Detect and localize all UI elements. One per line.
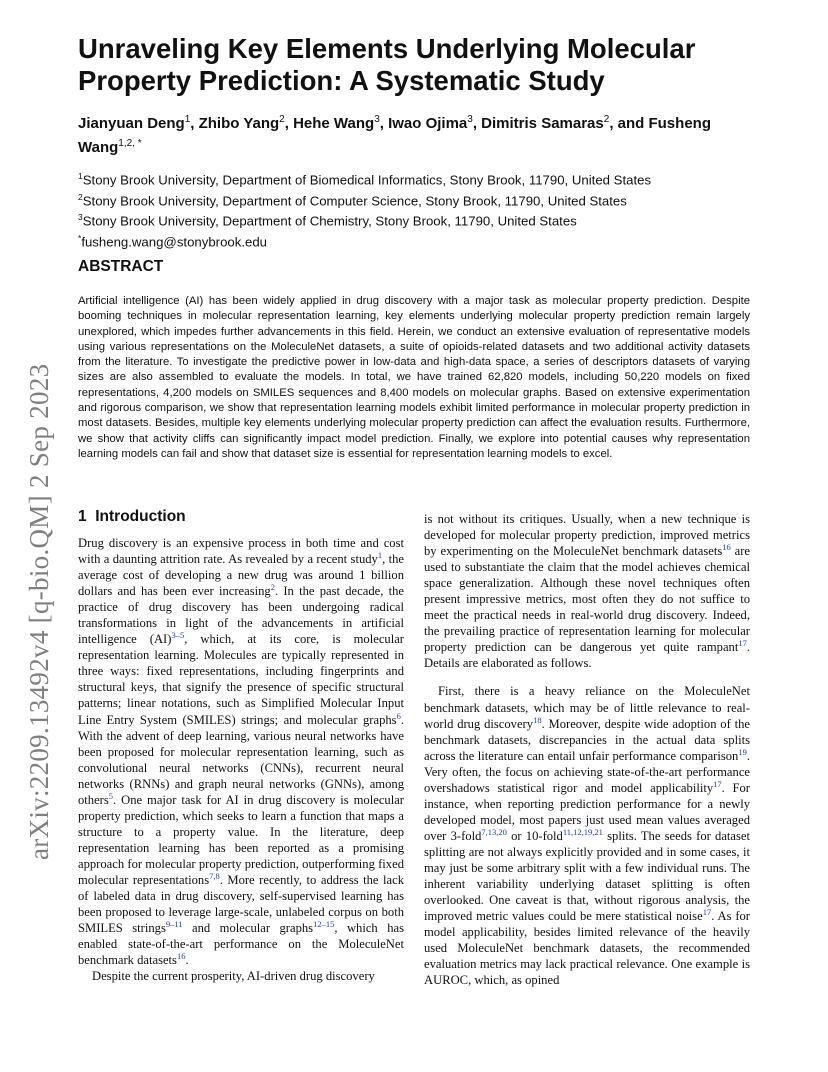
section-title: Introduction bbox=[95, 508, 186, 525]
contact-email: *fusheng.wang@stonybrook.edu bbox=[78, 233, 267, 250]
right-column bbox=[424, 511, 750, 988]
citation-link[interactable]: 3–5 bbox=[171, 630, 185, 641]
citation-link[interactable]: 9–11 bbox=[165, 918, 183, 929]
affiliation-line: $^1$Stony Brook University, Department of Biomedical Informatics, Stony Brook, 11790, United States bbox=[78, 171, 652, 188]
affiliations bbox=[78, 168, 758, 251]
abstract-text: Artificial intelligence (AI) has been widely applied in drug discovery with a major task as molecular property prediction. Despite booming techniques in molecular representation learning, key elements underlying molecular property prediction remain largely unexplored, which impedes further advancements in this field. Herein, we conduct an extensive evaluation of representative models using various representations on the MoleculeNet datasets, a suite of opioids-related datasets and two additional activity datasets from the literature. To investigate the predictive power in low-data and high-data space, a series of descriptors datasets of varying sizes are also assembled to evaluate the models. In total, we have trained 62,820 models, including 50,220 models on fixed representations, 4,200 models on SMILES sequences and 8,400 models on molecular graphs. Based on extensive experimentation and rigorous comparison, we show that representation learning models exhibit limited performance in molecular property prediction in most datasets. Besides, multiple key elements underlying molecular property prediction can affect the evaluation results. Furthermore, we show that activity cliffs can significantly impact model prediction. Finally, we explore into potential causes why representation learning models can fail and show that dataset size is essential for representation learning models to excel. bbox=[78, 295, 750, 460]
title-line: Property Prediction: A Systematic Study bbox=[78, 65, 605, 96]
citation-link[interactable]: 1 bbox=[377, 549, 383, 560]
citation-link[interactable]: 7,8 bbox=[209, 870, 220, 881]
citation-link[interactable]: 12–15 bbox=[313, 918, 335, 929]
title-line: Unraveling Key Elements Underlying Molecular bbox=[78, 33, 696, 64]
author: , Zhibo Yang bbox=[190, 115, 280, 132]
paper-title bbox=[78, 33, 778, 97]
citation-link[interactable]: 18 bbox=[533, 714, 542, 725]
abstract-heading: ABSTRACT bbox=[78, 258, 164, 275]
citation-link[interactable]: 2 bbox=[270, 581, 275, 592]
left-column bbox=[78, 535, 404, 984]
affiliation-line: $^2$Stony Brook University, Department of Computer Science, Stony Brook, 11790, United States bbox=[78, 191, 627, 209]
author: , Dimitris Samaras bbox=[472, 115, 604, 132]
citation-link[interactable]: 17 bbox=[713, 778, 722, 789]
paragraph: Drug discovery is an expensive process in both time and cost with a daunting attrition rate. As revealed by a recent study$^1$, the average cost of developing a new drug was around 1 billion dollars and has been ever increasing$^2$. In the past decade, the practice of drug discovery has been undergoing radical transformations in light of the advancements in artificial intelligence (AI)$^{3-5}$, which, at its core, is molecular representation learning. Molecules are typically represented in three ways: fixed representations, including fingerprints and structural keys, that signify the presence of specific structural patterns; linear notations, such as Simplified Molecular Input Line Entry System (SMILES) strings; and molecular graphs$^6$. With the advent of deep learning, various neural networks have been proposed for molecular representation learning, such as convolutional neural networks (CNNs), recurrent neural networks (RNNs) and graph neural networks (GNNs), among others$^5$. One major task for AI in drug discovery is molecular property prediction, which seeks to learn a function that maps a structure to a property value. In the literature, deep representation learning has been reported as a promising approach for molecular property prediction, outperforming fixed molecular representations$^{7,8}$. More recently, to address the lack of labeled data in drug discovery, self-supervised learning has been proposed to leverage large-scale, unlabeled corpus on both SMILES strings$^{9-11}$ and molecular graphs$^{12-15}$, which has enabled state-of-the-art performance on the MoleculeNet benchmark datasets$^{16}$. bbox=[78, 536, 405, 968]
citation-link[interactable]: 6 bbox=[396, 710, 401, 721]
affiliation-line: $^3$Stony Brook University, Department of Chemistry, Stony Brook, 11790, United States bbox=[78, 212, 577, 229]
citation-link[interactable]: 17 bbox=[702, 906, 712, 917]
citation-link[interactable]: 16 bbox=[722, 541, 731, 552]
citation-link[interactable]: 17 bbox=[738, 638, 747, 649]
author: , and Fusheng bbox=[609, 115, 711, 132]
citation-link[interactable]: 19 bbox=[738, 746, 747, 757]
author: Wang bbox=[78, 139, 119, 156]
citation-link[interactable]: 11,12,19,21 bbox=[562, 826, 603, 837]
section-heading bbox=[78, 508, 186, 526]
author-list: Jianyuan Deng$^1$, Zhibo Yang$^2$, Hehe Wang$^3$, Iwao Ojima$^3$, Dimitris Samaras$^2$, and Fusheng Wang$^{1,2, *}$ bbox=[78, 114, 711, 156]
citation-link[interactable]: 7,13,20 bbox=[481, 826, 507, 837]
section-number: 1 bbox=[78, 508, 87, 525]
citation-link[interactable]: 5 bbox=[108, 790, 114, 801]
paragraph: Despite the current prosperity, AI-driven drug discovery bbox=[92, 969, 375, 984]
author: Jianyuan Deng bbox=[78, 115, 185, 132]
paragraph: is not without its critiques. Usually, when a new technique is developed for molecular property prediction, improved metrics by experimenting on the MoleculeNet benchmark datasets$^{16}$ are used to substantiate the claim that the model achieves chemical space generalization. Although these novel techniques often present impressive metrics, most often they do not suffice to meet the practical needs in real-world drug discovery. Indeed, the prevailing practice of representation learning for molecular property prediction can be dangerous yet quite rampant$^{17}$. Details are elaborated as follows. bbox=[424, 512, 750, 671]
paragraph: First, there is a heavy reliance on the MoleculeNet benchmark datasets, which may be of little relevance to real-world drug discovery$^{18}$. Moreover, despite wide adoption of the benchmark datasets, discrepancies in the actual data splits across the literature can entail unfair performance comparison$^{19}$. Very often, the focus on achieving state-of-the-art performance overshadows statistical rigor and model applicability$^{17}$. For instance, when reporting prediction performance for a newly developed model, most papers just used mean values averaged over 3-fold$^{7,13,20}$ or 10-fold$^{11,12,19,21}$ splits. The seeds for dataset splitting are not always explicitly provided and in some cases, it may just be some arbitrary split with a few individual runs. The inherent variability underlying dataset splitting is often overlooked. One caveat is that, without rigorous analysis, the improved metric values could be mere statistical noise$^{17}$. As for model applicability, besides limited relevance of the heavily used MoleculeNet benchmark datasets, the recommended evaluation metrics may lack practical relevance. One example is AUROC, which, as opined bbox=[424, 684, 751, 988]
author: , Hehe Wang bbox=[284, 115, 375, 132]
citation-link[interactable]: 16 bbox=[176, 951, 186, 962]
author: , Iwao Ojima bbox=[379, 115, 468, 132]
